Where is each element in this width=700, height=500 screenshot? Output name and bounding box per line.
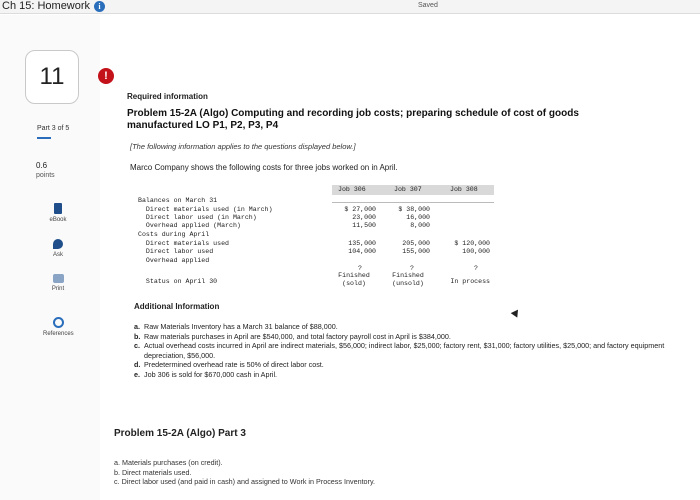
row-label: Overhead applied (March) <box>138 222 241 229</box>
cell: 205,000 <box>402 240 430 247</box>
list-item: b. Direct materials used. <box>114 467 192 477</box>
item-text: Actual overhead costs incurred in April are indirect materials, $56,000; indirect labor, $25,000; factory rent, $31,000; factory utilities, $25,000; and factory equipment depreciation, $56,000. <box>144 341 665 360</box>
mouse-cursor-icon <box>511 307 522 317</box>
list-item <box>134 322 674 332</box>
row-label: Direct labor used (in March) <box>138 214 257 221</box>
cell: $ 38,000 <box>398 206 430 213</box>
row-label: Balances on March 31 <box>138 197 218 204</box>
instructions-note: [The following information applies to the questions displayed below.] <box>130 142 356 151</box>
header-job-308: Job 308 <box>450 186 478 193</box>
cell: ? <box>410 265 414 272</box>
row-label: Direct materials used <box>138 240 230 247</box>
item-text: Job 306 is sold for $670,000 cash in April. <box>144 369 278 379</box>
references-icon <box>53 317 64 328</box>
ebook-label: eBook <box>49 217 67 223</box>
cell: Finished (sold) <box>338 272 370 287</box>
cell: 155,000 <box>402 248 430 255</box>
points <box>36 161 55 180</box>
info-icon[interactable]: i <box>94 1 105 12</box>
header-job-306: Job 306 <box>338 186 366 193</box>
list-item: c. Direct labor used (and paid in cash) and assigned to Work in Process Inventory. <box>114 477 376 486</box>
cell: In process <box>450 278 490 285</box>
cell: 23,000 <box>352 214 376 221</box>
part-3-list <box>114 458 375 487</box>
item-letter: e. <box>134 369 140 379</box>
ebook-button[interactable] <box>43 203 73 223</box>
assignment-title[interactable] <box>2 0 105 12</box>
assignment-title-text: Ch 15: Homework <box>2 0 91 12</box>
part-progress-bar <box>37 137 51 139</box>
chat-bubble-icon <box>53 239 63 249</box>
saved-status: Saved <box>418 2 438 9</box>
job-cost-table <box>138 185 494 295</box>
printer-icon <box>53 274 64 283</box>
problem-intro: Marco Company shows the following costs for three jobs worked on in April. <box>130 163 398 172</box>
alert-icon: ! <box>98 68 114 84</box>
additional-info-list <box>134 322 674 379</box>
question-number: 11 <box>25 50 79 104</box>
cell: Finished (unsold) <box>392 272 424 287</box>
cell: 135,000 <box>348 240 376 247</box>
cell: 11,500 <box>352 222 376 229</box>
cell: ? <box>474 265 478 272</box>
list-item <box>134 341 674 360</box>
print-button[interactable] <box>43 274 73 292</box>
sidebar <box>0 15 100 500</box>
top-bar <box>0 0 700 14</box>
list-item: a. Materials purchases (on credit). <box>114 458 223 467</box>
references-label: References <box>43 331 74 337</box>
cell: 104,000 <box>348 248 376 255</box>
references-button[interactable] <box>43 317 73 337</box>
ask-button[interactable] <box>43 239 73 258</box>
book-icon <box>54 203 62 214</box>
item-letter: d. <box>134 360 141 369</box>
item-text: Raw materials purchases in April are $540,000, and total factory payroll cost in April is $384,000. <box>144 331 451 341</box>
points-value: 0.6 <box>36 161 48 170</box>
cell: 8,000 <box>410 222 430 229</box>
ask-label: Ask <box>52 252 63 258</box>
item-letter: b. <box>134 331 141 341</box>
item-text: Predetermined overhead rate is 50% of direct labor cost. <box>144 360 324 369</box>
table-divider <box>332 202 494 203</box>
row-label: Direct labor used <box>138 248 214 255</box>
list-item <box>134 370 674 380</box>
list-item <box>134 332 674 342</box>
cell: $ 120,000 <box>454 240 490 247</box>
row-label: Status on April 30 <box>138 278 218 285</box>
row-label: Costs during April <box>138 231 210 238</box>
additional-info-heading: Additional Information <box>134 302 220 311</box>
header-job-307: Job 307 <box>394 186 422 193</box>
item-letter: c. <box>134 341 140 350</box>
problem-title: Problem 15-2A (Algo) Computing and recording job costs; preparing schedule of cost of goods manufactured LO P1, P2, P3, P4 <box>127 108 579 131</box>
part-indicator: Part 3 of 5 <box>37 125 70 132</box>
list-item <box>134 360 674 370</box>
points-label: points <box>36 172 55 179</box>
cell: ? <box>358 265 362 272</box>
cell: 100,000 <box>462 248 490 255</box>
cell: 16,000 <box>406 214 430 221</box>
row-label: Direct materials used (in March) <box>138 206 273 213</box>
item-letter: a. <box>134 322 140 331</box>
print-label: Print <box>51 286 65 292</box>
item-text: Raw Materials Inventory has a March 31 balance of $88,000. <box>144 322 338 331</box>
required-information-heading: Required information <box>127 92 208 101</box>
part-3-heading: Problem 15-2A (Algo) Part 3 <box>114 428 246 439</box>
row-label: Overhead applied <box>138 257 210 264</box>
cell: $ 27,000 <box>344 206 376 213</box>
